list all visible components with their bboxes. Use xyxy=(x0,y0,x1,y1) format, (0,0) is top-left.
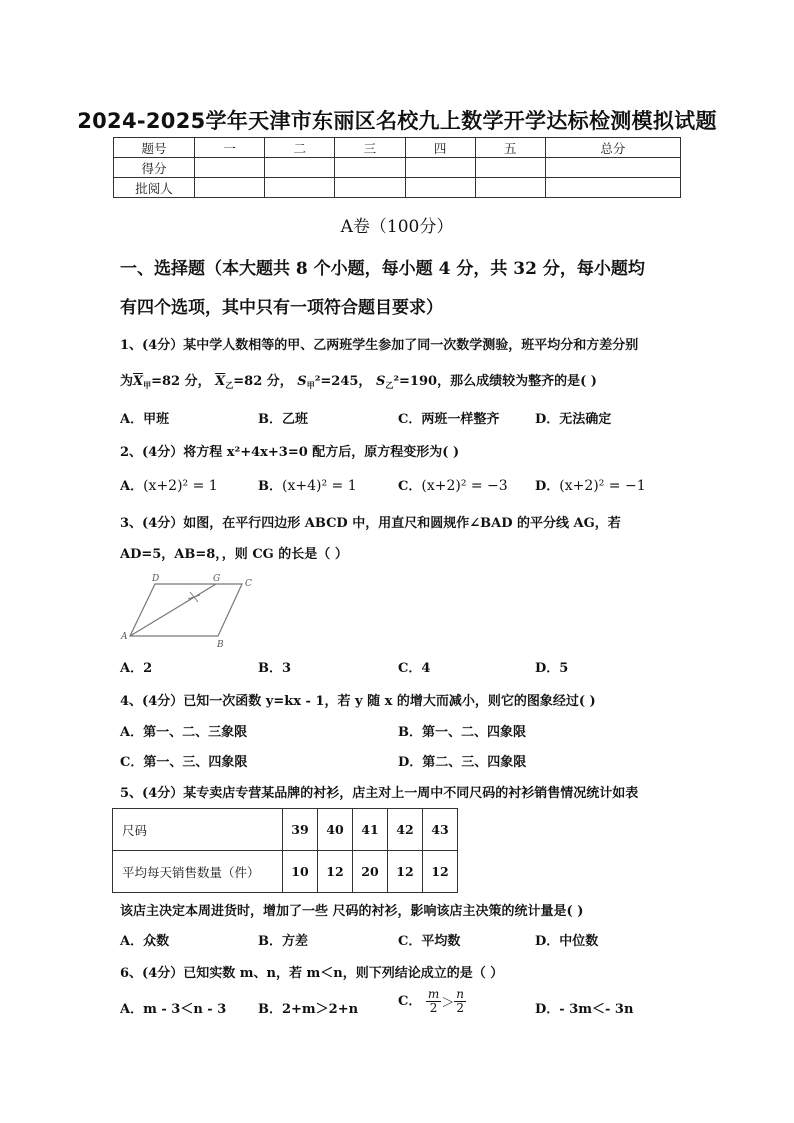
score-cell xyxy=(265,158,335,178)
q2-option-b xyxy=(258,475,357,494)
q5-stem: 5、(4分）某专卖店专营某品牌的衬衫，店主对上一周中不同尺码的衬衫销售情况统计如表 xyxy=(120,786,639,801)
q1-s-jia: S xyxy=(297,374,307,389)
q3-option-d: D．5 xyxy=(535,661,569,676)
sales-size-cell: 43 xyxy=(423,809,458,851)
sales-row-count xyxy=(113,851,458,893)
q2-label-c: C． xyxy=(398,479,422,494)
fraction-denominator: 2 xyxy=(456,1001,464,1015)
q2-math-a: (x+2)² = 1 xyxy=(143,478,218,494)
q6-fraction-m xyxy=(426,988,441,1015)
q6-option-d: D．- 3m＜- 3n xyxy=(535,1002,634,1017)
score-row-label: 批阅人 xyxy=(114,178,195,198)
q5-option-c: C．平均数 xyxy=(398,934,461,949)
figure-label-c: C xyxy=(245,579,252,589)
q6-option-c xyxy=(398,988,466,1015)
score-header-cell: 五 xyxy=(475,138,545,158)
sales-count-cell: 12 xyxy=(318,851,353,893)
q1-xbar-yi: $\overline{X}$ xyxy=(215,374,226,389)
figure-label-a: A xyxy=(121,632,128,642)
q1-option-a: A．甲班 xyxy=(120,412,170,427)
score-cell xyxy=(475,158,545,178)
q1-text: =82 分， xyxy=(233,374,293,389)
q6-relation: ＞ xyxy=(441,996,455,1011)
q1-option-c: C．两班一样整齐 xyxy=(398,412,500,427)
score-cell xyxy=(405,158,475,178)
fraction-numerator: n xyxy=(456,987,465,1001)
q1-sub-yi: 乙 xyxy=(225,380,234,390)
q1-stem-line1: 1、(4分）某中学人数相等的甲、乙两班学生参加了同一次数学测验，班平均分和方差分别 xyxy=(120,338,639,353)
q4-option-a: A．第一、二、三象限 xyxy=(120,725,248,740)
sales-size-label: 尺码 xyxy=(113,809,283,851)
q1-text: 为 xyxy=(120,374,134,389)
q2-option-a xyxy=(120,475,218,494)
score-header-cell: 一 xyxy=(195,138,265,158)
q2-math-d: (x+2)² = −1 xyxy=(559,478,646,494)
q4-option-c: C．第一、三、四象限 xyxy=(120,755,248,770)
q1-xbar-jia: $\overline{X}$ xyxy=(133,374,144,389)
q1-option-b: B．乙班 xyxy=(258,412,308,427)
q4-stem: 4、(4分）已知一次函数 y=kx - 1，若 y 随 x 的增大而减小，则它的图象经过( ) xyxy=(120,694,596,709)
q6-option-b: B．2+m＞2+n xyxy=(258,1002,359,1017)
q2-math-b: (x+4)² = 1 xyxy=(282,478,357,494)
q1-stem-line2 xyxy=(120,370,597,391)
q2-label-a: A． xyxy=(120,479,144,494)
sales-count-label: 平均每天销售数量（件） xyxy=(113,851,283,893)
sales-count-cell: 12 xyxy=(388,851,423,893)
parallelogram-figure xyxy=(118,572,268,650)
q2-label-b: B． xyxy=(258,479,282,494)
score-cell xyxy=(195,158,265,178)
score-row-label: 得分 xyxy=(114,158,195,178)
q2-math-c: (x+2)² = −3 xyxy=(421,478,508,494)
q5-option-d: D．中位数 xyxy=(535,934,599,949)
score-table xyxy=(113,137,681,198)
q3-stem-line2: AD=5，AB=8，，则 CG 的长是（ ） xyxy=(120,547,348,562)
score-cell xyxy=(475,178,545,198)
sales-size-cell: 41 xyxy=(353,809,388,851)
shirt-sales-table xyxy=(112,808,458,893)
sales-size-cell: 40 xyxy=(318,809,353,851)
arc-mark xyxy=(188,595,200,599)
score-header-cell: 总分 xyxy=(545,138,680,158)
q4-option-d: D．第二、三、四象限 xyxy=(398,755,527,770)
section-heading-line1: 一、选择题（本大题共 8 个小题，每小题 4 分，共 32 分，每小题均 xyxy=(120,259,645,279)
q6-label-c: C． xyxy=(398,994,422,1009)
score-cell xyxy=(335,178,405,198)
q1-option-d: D．无法确定 xyxy=(535,412,612,427)
sales-row-size xyxy=(113,809,458,851)
sales-count-cell: 10 xyxy=(283,851,318,893)
q5-option-b: B．方差 xyxy=(258,934,308,949)
score-table-row xyxy=(114,158,681,178)
figure-label-b: B xyxy=(217,640,224,650)
figure-label-g: G xyxy=(213,574,221,584)
q4-option-b: B．第一、二、四象限 xyxy=(398,725,526,740)
score-table-header-row xyxy=(114,138,681,158)
sales-count-cell: 12 xyxy=(423,851,458,893)
q6-option-a: A．m - 3＜n - 3 xyxy=(120,1002,227,1017)
q5-option-a: A．众数 xyxy=(120,934,170,949)
q2-option-d xyxy=(535,475,646,494)
fraction-numerator: m xyxy=(427,987,440,1001)
q3-option-a: A．2 xyxy=(120,661,153,676)
q1-text: ²=190，那么成绩较为整齐的是( ) xyxy=(393,374,597,389)
score-cell xyxy=(545,158,680,178)
score-header-cell: 二 xyxy=(265,138,335,158)
q1-text: =82 分， xyxy=(151,374,211,389)
section-heading-line2: 有四个选项，其中只有一项符合题目要求） xyxy=(120,298,443,318)
q5-followup: 该店主决定本周进货时，增加了一些 尺码的衬衫，影响该店主决策的统计量是( ) xyxy=(120,904,584,919)
q1-sub-yi: 乙 xyxy=(385,380,394,390)
q2-option-c xyxy=(398,475,508,494)
q3-stem-line1: 3、(4分）如图，在平行四边形 ABCD 中，用直尺和圆规作∠BAD 的平分线 AG，若 xyxy=(120,516,621,531)
q1-text: ²=245， xyxy=(314,374,372,389)
q1-sub-jia: 甲 xyxy=(306,380,315,390)
score-header-cell: 四 xyxy=(405,138,475,158)
score-header-cell: 三 xyxy=(335,138,405,158)
score-cell xyxy=(545,178,680,198)
score-cell xyxy=(195,178,265,198)
q1-s-yi: S xyxy=(375,374,386,389)
q1-sub-jia: 甲 xyxy=(143,380,152,390)
q6-stem: 6、(4分）已知实数 m、n，若 m＜n，则下列结论成立的是（ ） xyxy=(120,966,504,981)
volume-heading: A卷（100分） xyxy=(340,217,454,237)
score-cell xyxy=(335,158,405,178)
fraction-denominator: 2 xyxy=(429,1001,438,1015)
sales-count-cell: 20 xyxy=(353,851,388,893)
q6-fraction-n xyxy=(454,988,466,1015)
score-header-cell: 题号 xyxy=(114,138,195,158)
score-table-row xyxy=(114,178,681,198)
q2-stem: 2、(4分）将方程 x²+4x+3=0 配方后，原方程变形为( ) xyxy=(120,445,460,460)
sales-size-cell: 42 xyxy=(388,809,423,851)
q2-label-d: D． xyxy=(535,479,560,494)
exam-title: 2024-2025学年天津市东丽区名校九上数学开学达标检测模拟试题 xyxy=(77,109,717,133)
score-cell xyxy=(405,178,475,198)
score-cell xyxy=(265,178,335,198)
q3-option-c: C．4 xyxy=(398,661,431,676)
figure-label-d: D xyxy=(152,574,160,584)
parallelogram-abcd xyxy=(130,584,242,636)
q3-option-b: B．3 xyxy=(258,661,292,676)
sales-size-cell: 39 xyxy=(283,809,318,851)
